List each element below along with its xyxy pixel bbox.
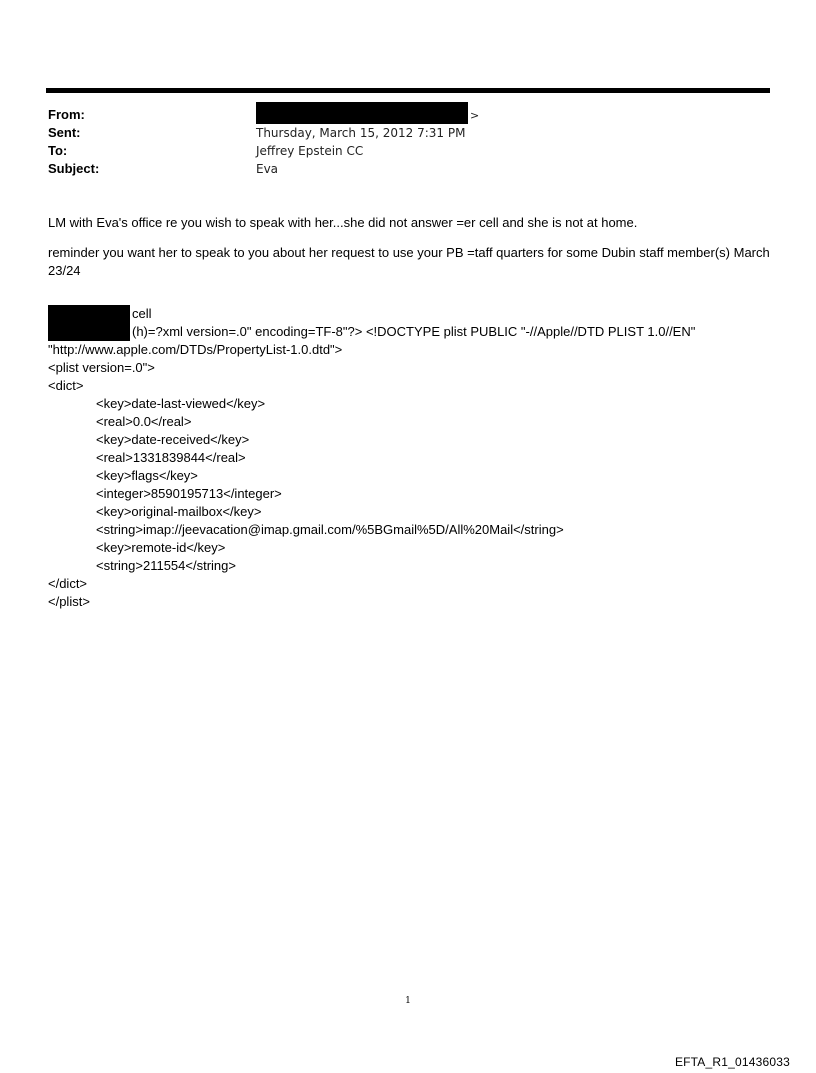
redaction-box [48, 305, 130, 341]
dict-close-line: </dict> [48, 576, 88, 591]
subject-label: Subject: [48, 161, 100, 176]
doctype-url-line: "http://www.apple.com/DTDs/PropertyList-1.0.dtd"> [48, 342, 343, 357]
page-number: 1 [405, 996, 411, 1006]
from-value-suffix: > [470, 109, 480, 122]
signature-block [48, 305, 773, 611]
plist-entry: <key>remote-id</key> [96, 540, 226, 555]
signature-home-line: (h)=?xml version=.0" encoding=TF-8"?> <!DOCTYPE plist PUBLIC "-//Apple//DTD PLIST 1.0//EN" [132, 324, 696, 339]
email-body [48, 214, 773, 292]
subject-row [48, 160, 748, 178]
plist-entry: <key>flags</key> [96, 468, 198, 483]
plist-entry: <key>original-mailbox</key> [96, 504, 262, 519]
to-label: To: [48, 143, 68, 158]
from-row [48, 106, 748, 124]
plist-entry: <real>1331839844</real> [96, 450, 246, 465]
sent-label: Sent: [48, 125, 81, 140]
plist-open-line: <plist version=.0"> [48, 360, 155, 375]
email-header [48, 106, 748, 178]
from-label: From: [48, 107, 85, 122]
sent-row [48, 124, 748, 142]
plist-entry: <string>imap://jeevacation@imap.gmail.com/%5BGmail%5D/All%20Mail</string> [96, 522, 564, 537]
plist-entry: <integer>8590195713</integer> [96, 486, 282, 501]
plist-entry: <key>date-last-viewed</key> [96, 396, 266, 411]
sent-value: Thursday, March 15, 2012 7:31 PM [256, 126, 466, 140]
dict-open-line: <dict> [48, 378, 84, 393]
document-id: EFTA_R1_01436033 [674, 1055, 790, 1069]
redaction-box [256, 102, 468, 124]
plist-close-line: </plist> [48, 594, 90, 609]
signature-cell-line: cell [132, 306, 152, 321]
from-value [256, 106, 479, 125]
body-paragraph: reminder you want her to speak to you about her request to use your PB =taff quarters for some Dubin staff member(s) March 23/24 [48, 245, 770, 278]
plist-entry: <key>date-received</key> [96, 432, 250, 447]
body-paragraph: LM with Eva's office re you wish to speak with her...she did not answer =er cell and she is not at home. [48, 215, 638, 230]
to-row [48, 142, 748, 160]
plist-entry: <real>0.0</real> [96, 414, 192, 429]
header-rule [46, 88, 770, 93]
to-value: Jeffrey Epstein CC [256, 144, 364, 158]
subject-value: Eva [256, 162, 279, 176]
plist-entry: <string>211554</string> [96, 558, 236, 573]
